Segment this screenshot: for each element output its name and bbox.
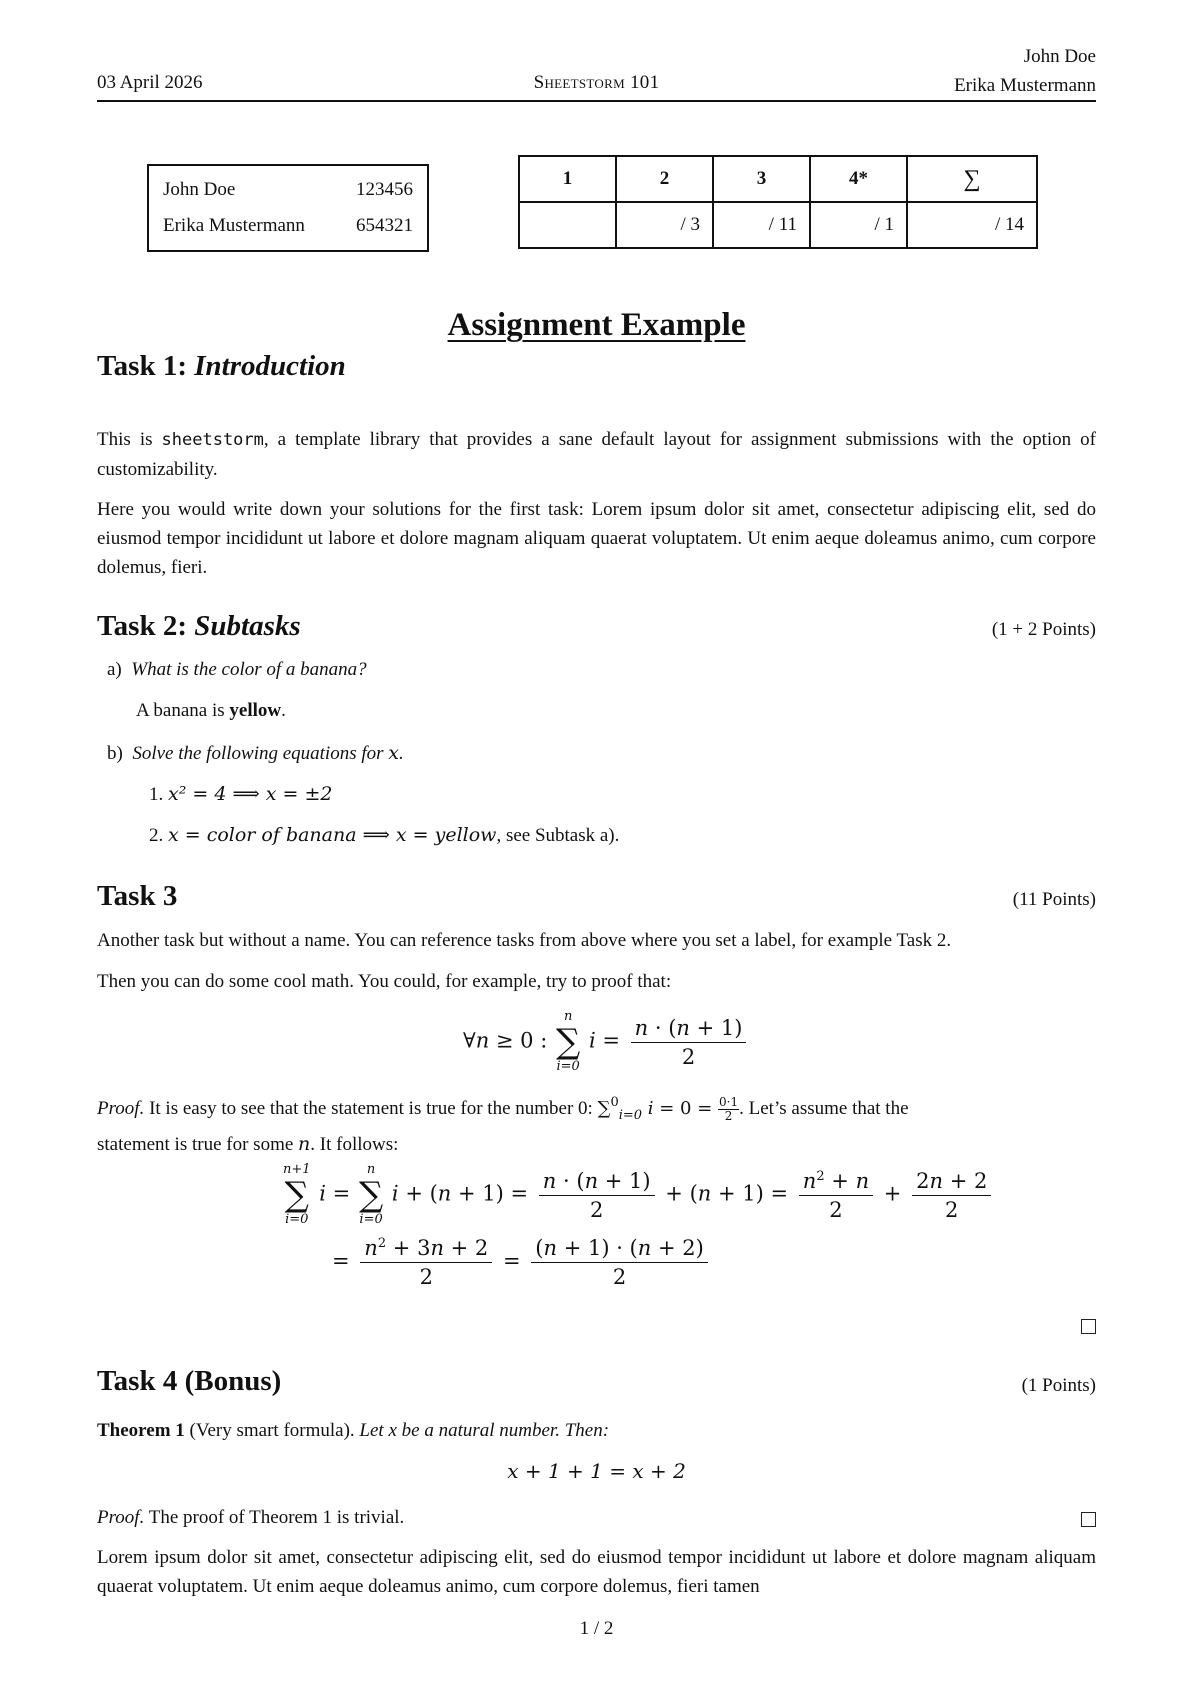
qed-square xyxy=(1081,1319,1096,1334)
equation-item-1 xyxy=(149,783,332,806)
task-3-heading: Task 3 xyxy=(97,880,178,912)
points-table-value-row xyxy=(519,202,1037,248)
text-span: , see Subtask a). xyxy=(496,825,620,846)
text-span: This is xyxy=(97,429,162,450)
proof-label: Proof. xyxy=(97,1507,145,1528)
task-2-label: Task 2: xyxy=(97,610,188,642)
text-span: , a template library that provides a sane default layout for assignment submissions with the option of customizability. xyxy=(97,429,1096,480)
points-value-cell: / 1 xyxy=(810,202,907,248)
points-value-cell: / 3 xyxy=(616,202,713,248)
header-date: 03 April 2026 xyxy=(97,72,203,93)
code-sheetstorm: sheetstorm xyxy=(161,430,264,450)
points-table xyxy=(518,155,1038,249)
inline-sum-formula: ∑$^0_{i=0}$ i = 0 = $\frac{0\cdot 1}{2}$ xyxy=(597,1094,739,1123)
equation-1: x² = 4 ⟹ x = ±2 xyxy=(168,783,333,805)
task-3-paragraph-1: Another task but without a name. You can reference tasks from above where you set a label, for example Task 2. xyxy=(97,930,952,951)
text-span: It is easy to see that the statement is true for the number 0: xyxy=(144,1098,598,1119)
subtask-b-question: Solve the following equations for xyxy=(132,743,384,764)
student-name: Erika Mustermann xyxy=(163,215,305,236)
subtask-a-question: What is the color of a banana? xyxy=(131,659,367,680)
text-span: The proof of Theorem 1 is trivial. xyxy=(144,1507,405,1528)
points-header-cell: 2 xyxy=(616,156,713,202)
proof-label: Proof. xyxy=(97,1098,145,1119)
page-header xyxy=(97,38,1096,102)
task-4-points: (1 Points) xyxy=(1021,1375,1096,1396)
points-value-cell: / 11 xyxy=(713,202,810,248)
task-2-points: (1 + 2 Points) xyxy=(991,619,1096,640)
list-number: 1. xyxy=(149,784,164,805)
subtask-b-label: b) xyxy=(107,743,123,764)
task-2-heading xyxy=(97,610,301,643)
task-2-name: Subtasks xyxy=(194,610,301,642)
theorem-1 xyxy=(97,1420,609,1442)
task-1-label: Task 1: xyxy=(97,350,188,382)
list-number: 2. xyxy=(149,825,164,846)
header-author-2: Erika Mustermann xyxy=(954,75,1096,96)
header-authors xyxy=(954,42,1096,100)
subtask-a-label: a) xyxy=(107,659,122,680)
header-author-1: John Doe xyxy=(1023,46,1096,67)
text-span: A banana is xyxy=(136,700,230,721)
task-4-heading: Task 4 (Bonus) xyxy=(97,1365,282,1397)
text-span: . Let’s assume that the xyxy=(739,1098,909,1119)
text-span: statement is true for some xyxy=(97,1134,299,1155)
document-title: Assignment Example xyxy=(447,307,746,343)
task-1-paragraph-2: Here you would write down your solutions for the first task: Lorem ipsum dolor sit amet, consectetur adipiscing elit, sed do eiusmod tempor incididunt ut labore et dolore magnam aliquam quaerat voluptatem. Ut enim aeque doleamus animo, cum corpore dolemus, fieri. xyxy=(97,499,1096,578)
task-1-name: Introduction xyxy=(194,350,346,382)
display-formula-2-line-2: = $\frac{n^2 + 3n + 2}{2}$ = $\frac{(n + 1) \cdot (n + 2)}{2}$ xyxy=(332,1236,712,1289)
task-3-proof: Proof. It is easy to see that the statement is true for the number 0: ∑$^0_{i=0}$ i = 0 = $\frac{0\cdot 1}{2}$ . Let’s assume that the statement is true for some n. It follows: xyxy=(97,1094,909,1155)
points-table-header-row xyxy=(519,156,1037,202)
subtask-a xyxy=(107,659,367,681)
display-formula-2-line-1: n+1 ∑ i=0 i = n ∑ i=0 i + (n + 1) = $\frac{n \cdot (n + 1)}{2}$ + (n + 1) = $\frac{n^2 + n}{2}$ + $\frac{2n + 2}{2}$ xyxy=(281,1163,995,1227)
points-header-sum: ∑ xyxy=(907,156,1037,202)
task-4-proof xyxy=(97,1507,404,1529)
theorem-text: Let x be a natural number. Then: xyxy=(354,1420,610,1441)
students-box xyxy=(147,164,429,252)
theorem-formula: x + 1 + 1 = x + 2 xyxy=(507,1459,686,1483)
theorem-name: (Very smart formula). xyxy=(184,1420,355,1441)
task-3-points: (11 Points) xyxy=(1012,889,1096,910)
task-4-lorem: Lorem ipsum dolor sit amet, consectetur adipiscing elit, sed do eiusmod tempor incididunt ut labore et dolore magnam aliquam quaerat voluptatem. Ut enim aeque doleamus animo, cum corpore dolemus, fieri tamen xyxy=(97,1547,1096,1597)
text-span: . xyxy=(281,700,286,721)
task-1-heading xyxy=(97,350,346,383)
equation-item-2 xyxy=(149,824,619,847)
qed-square xyxy=(1081,1512,1096,1527)
equation-2: x = color of banana ⟹ x = yellow xyxy=(168,824,497,846)
display-formula-1: ∀n ≥ 0 : n ∑ i=0 i = $\frac{n \cdot (n + 1)}{2}$ xyxy=(463,1010,750,1074)
task-1-paragraph-1 xyxy=(97,425,1096,484)
subtask-b: b) Solve the following equations for x. xyxy=(107,742,404,764)
header-course: Sheetstorm 101 xyxy=(533,72,660,93)
points-header-cell: 3 xyxy=(713,156,810,202)
student-id: 654321 xyxy=(356,215,413,236)
student-row xyxy=(163,172,413,208)
student-id: 123456 xyxy=(356,179,413,200)
points-header-cell: 4* xyxy=(810,156,907,202)
task-3-paragraph-2: Then you can do some cool math. You could, for example, try to proof that: xyxy=(97,971,672,992)
answer-yellow: yellow xyxy=(229,700,282,721)
student-name: John Doe xyxy=(163,179,236,200)
theorem-label: Theorem 1 xyxy=(97,1420,185,1441)
subtask-b-var: x xyxy=(388,742,399,764)
page-number: 1 / 2 xyxy=(579,1618,614,1639)
subtask-a-answer xyxy=(136,700,286,722)
points-value-cell xyxy=(519,202,616,248)
points-header-cell: 1 xyxy=(519,156,616,202)
points-value-sum: / 14 xyxy=(907,202,1037,248)
student-row xyxy=(163,208,413,244)
text-span: . It follows: xyxy=(310,1134,399,1155)
